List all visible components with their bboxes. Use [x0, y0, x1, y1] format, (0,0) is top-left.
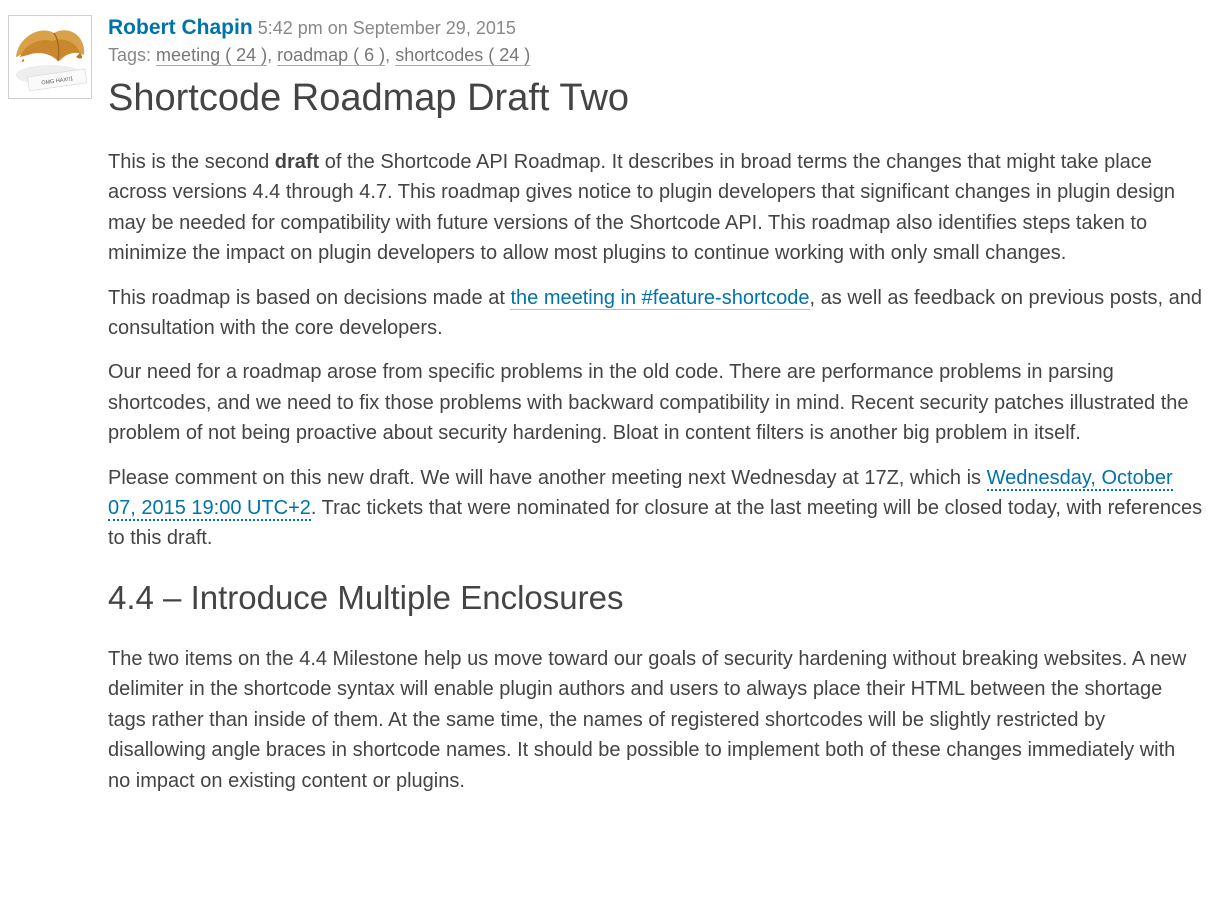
post-title: Shortcode Roadmap Draft Two: [108, 77, 630, 119]
post-meta: [108, 14, 1203, 42]
paragraph-decisions-text-2: , as well as feedback on previous posts, and consultation with the core developers.: [108, 286, 1202, 340]
paragraph-milestone: The two items on the 4.4 Milestone help us move toward our goals of security hardening without breaking websites. A new delimiter in the shortcode syntax will enable plugin authors and users to always place their HTML between the shortage tags rather than inside of them. At the same time, the names of registered shortcodes will be slightly restricted by disallowing angle braces in shortcode names. It should be possible to implement both of these changes immediately with no impact on existing content or plugins.: [108, 647, 1187, 792]
meeting-link[interactable]: the meeting in #feature-shortcode: [510, 286, 810, 309]
tag-link-roadmap[interactable]: roadmap ( 6 ): [277, 45, 386, 65]
paragraph-comment: [108, 463, 1203, 554]
avatar[interactable]: [8, 15, 92, 99]
tag-link-meeting[interactable]: meeting ( 24 ): [156, 45, 268, 65]
post-tags: Tags: meeting ( 24 ), roadmap ( 6 ), shortcodes ( 24 ): [108, 45, 531, 65]
paragraph-intro: [108, 147, 1203, 269]
post-timestamp: 5:42 pm on September 29, 2015: [257, 18, 516, 38]
paragraph-comment-text-2: . Trac tickets that were nominated for closure at the last meeting will be closed today, with references to this draft.: [108, 497, 1203, 550]
paragraph-intro-text-1: This is the second: [108, 151, 275, 173]
paragraph-intro-text-2: of the Shortcode API Roadmap. It describes in broad terms the changes that might take place across versions 4.4 through 4.7. This roadmap gives notice to plugin developers that significant changes in plugin design may be needed for compatibility with future versions of the Shortcode API. This roadmap also identifies steps taken to minimize the impact on plugin developers to allow most plugins to continue working with only small changes.: [108, 151, 1175, 265]
avatar-caption: OMG HAX!!1: [41, 76, 74, 87]
tags-label: Tags:: [108, 45, 152, 65]
section-heading-4-4: 4.4 – Introduce Multiple Enclosures: [108, 578, 624, 616]
fortune-cookie-avatar-image: [10, 17, 90, 97]
paragraph-decisions: [108, 283, 1203, 344]
author-link[interactable]: Robert Chapin: [108, 16, 253, 39]
tag-link-shortcodes[interactable]: shortcodes ( 24 ): [395, 45, 531, 65]
post: [108, 14, 1203, 810]
paragraph-need: Our need for a roadmap arose from specific problems in the old code. There are performance problems in parsing shortcodes, and we need to fix those problems with backward compatibility in mind. Recent security patches illustrated the problem of not being proactive about security hardening. Bloat in content filters is another big problem in itself.: [108, 361, 1189, 445]
paragraph-comment-text-1: Please comment on this new draft. We will have another meeting next Wednesday at 17Z, which is: [108, 466, 987, 489]
paragraph-decisions-text-1: This roadmap is based on decisions made at: [108, 286, 511, 309]
meeting-time-link[interactable]: Wednesday, October 07, 2015 19:00 UTC+2: [108, 466, 1173, 520]
paragraph-intro-bold: draft: [274, 151, 320, 173]
